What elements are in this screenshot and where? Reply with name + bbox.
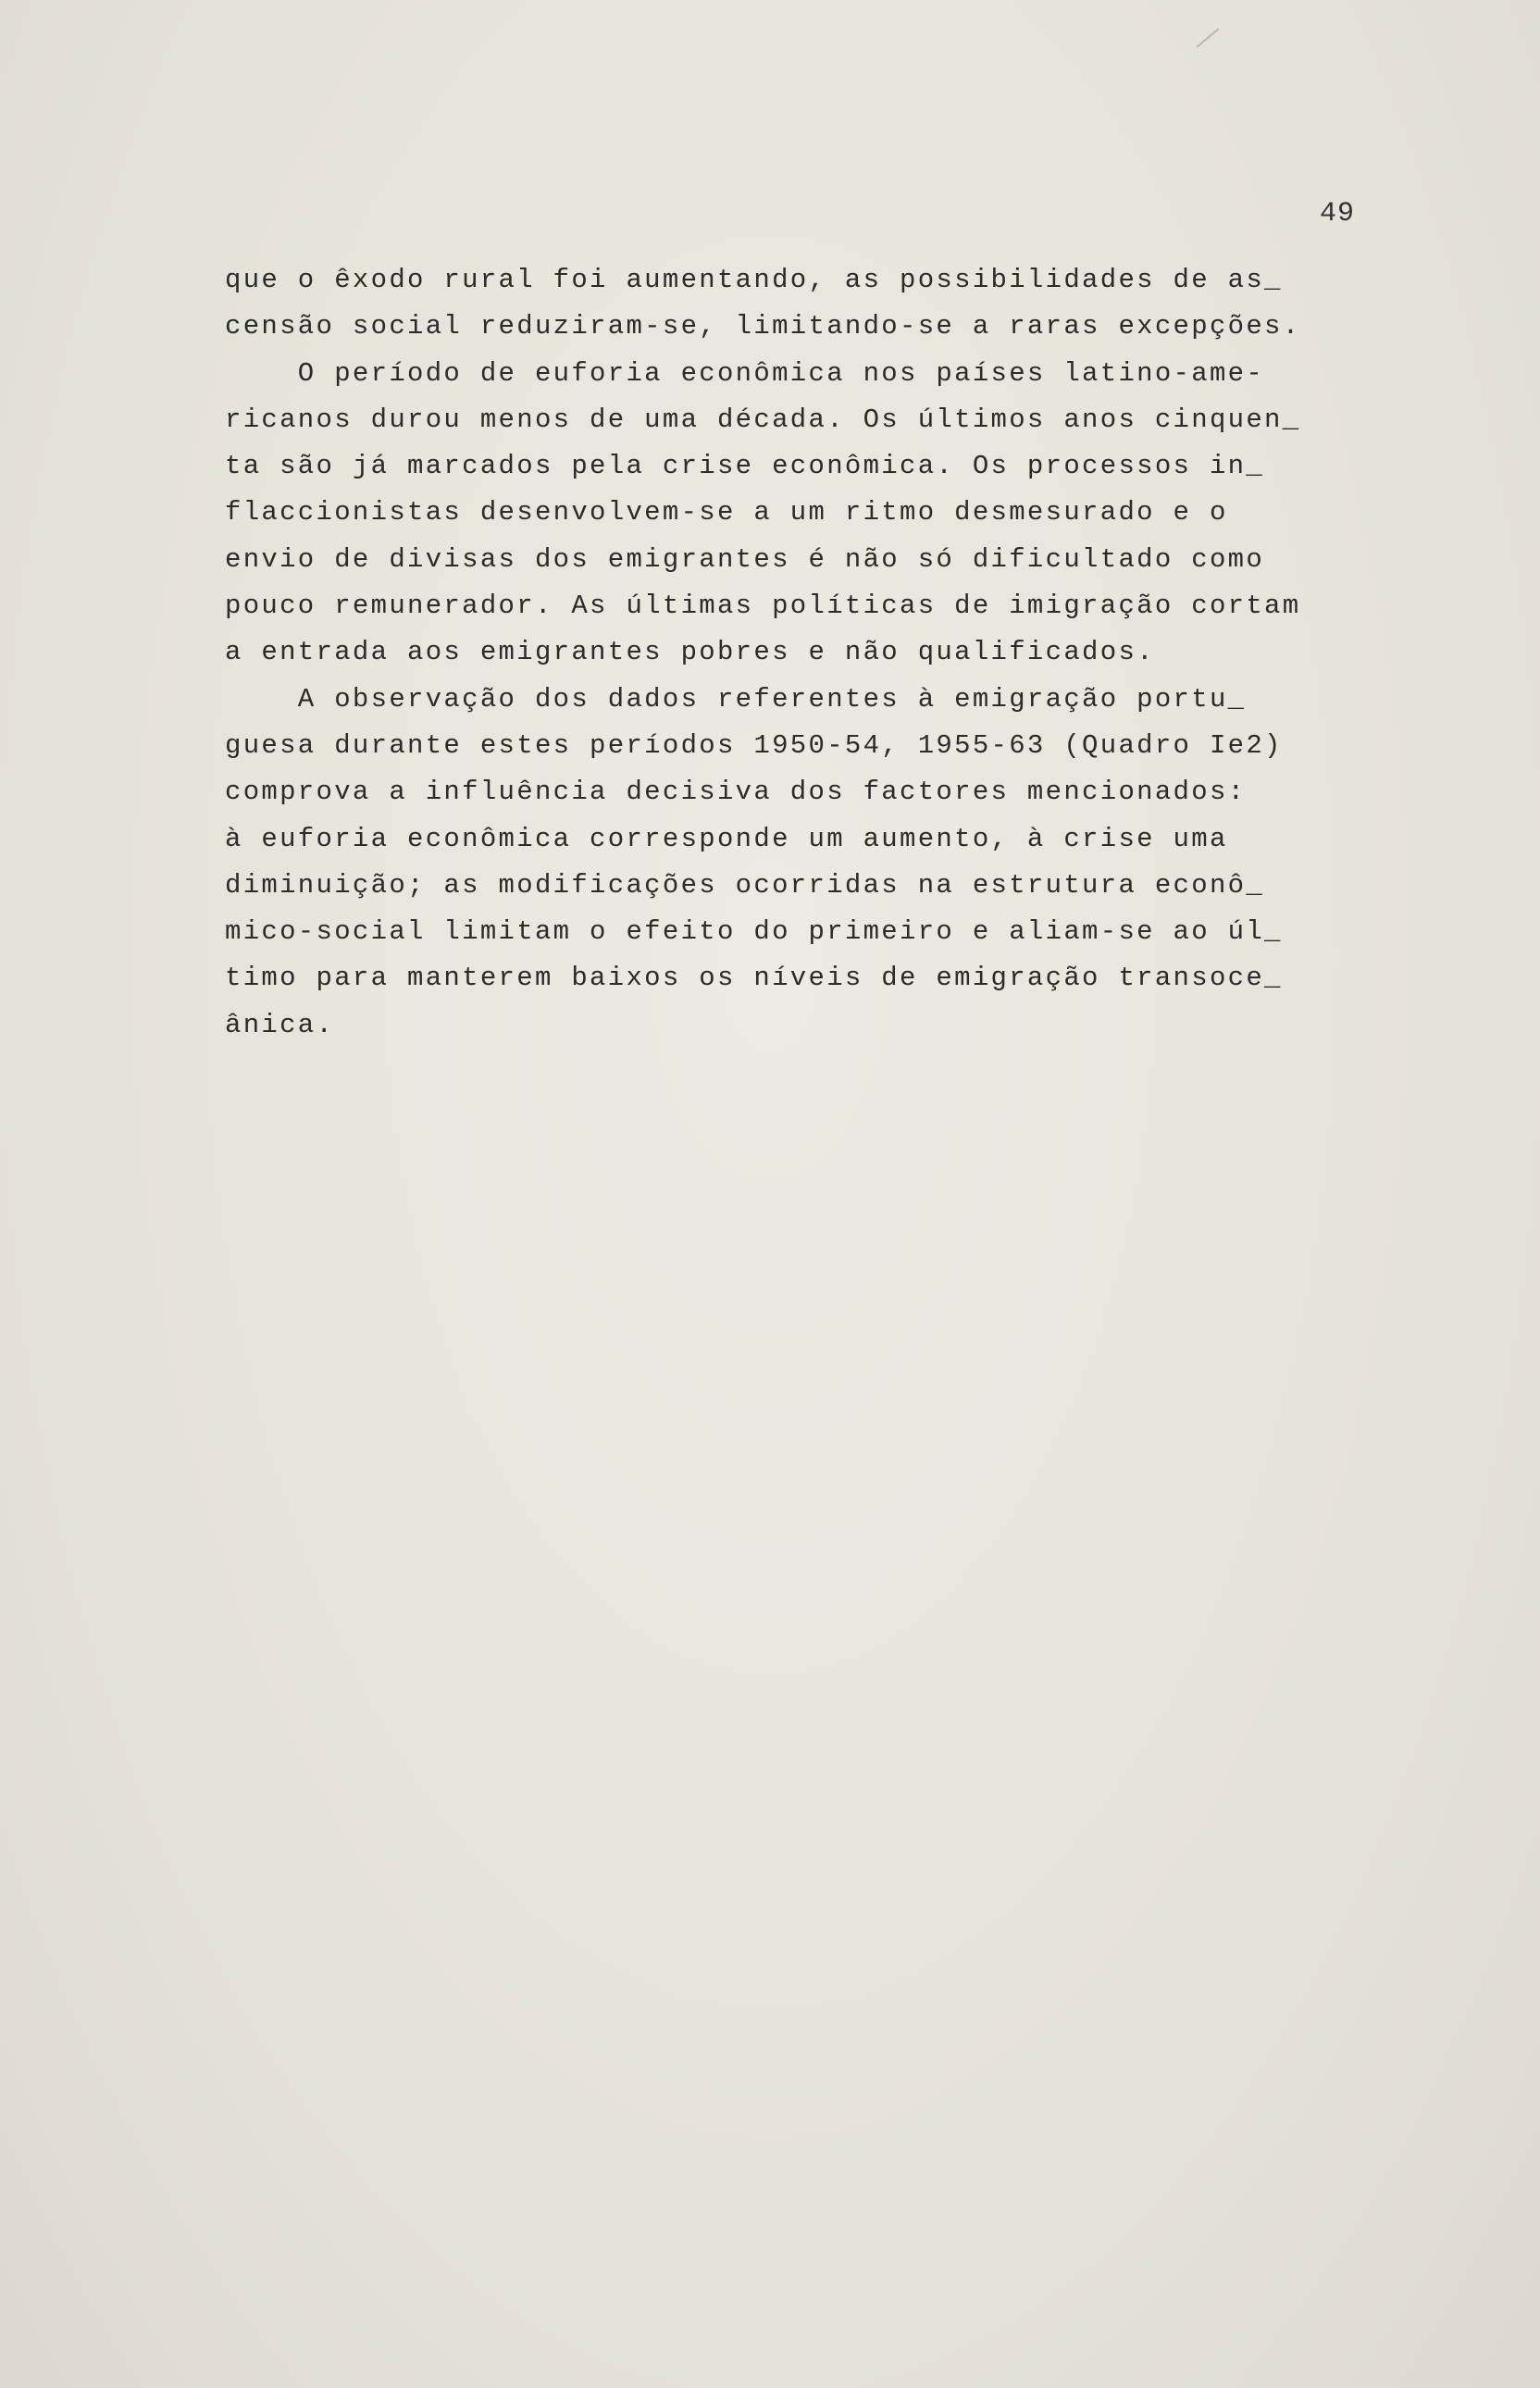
text-line: à euforia econômica corresponde um aumento, à crise uma (225, 823, 1228, 854)
text-line: A observação dos dados referentes à emigração portu_ (225, 683, 1247, 715)
text-line: censão social reduziram-se, limitando-se a raras excepções. (225, 311, 1301, 342)
text-line: timo para manterem baixos os níveis de emigração transoce_ (225, 963, 1283, 994)
text-line: a entrada aos emigrantes pobres e não qualificados. (225, 637, 1155, 668)
text-line: guesa durante estes períodos 1950-54, 1955-63 (Quadro Ie2) (225, 729, 1283, 761)
text-line: pouco remunerador. As últimas políticas de imigração cortam (225, 591, 1301, 622)
text-line: envio de divisas dos emigrantes é não só dificultado como (225, 543, 1265, 575)
text-line: ta são já marcados pela crise econômica. Os processos in_ (225, 451, 1265, 482)
body-text (225, 257, 1363, 1049)
text-line: O período de euforia econômica nos países latino-ame- (225, 357, 1265, 389)
page-number: 49 (1320, 198, 1356, 230)
text-line: comprova a influência decisiva dos factores mencionados: (225, 777, 1247, 808)
text-line: diminuição; as modificações ocorridas na estrutura econô_ (225, 869, 1265, 901)
text-line: que o êxodo rural foi aumentando, as possibilidades de as_ (225, 265, 1283, 295)
corner-mark (1197, 29, 1219, 48)
text-line: ricanos durou menos de uma década. Os últimos anos cinquen_ (225, 404, 1301, 435)
text-line: mico-social limitam o efeito do primeiro e aliam-se ao úl_ (225, 916, 1283, 948)
text-line: flaccionistas desenvolvem-se a um ritmo desmesurado e o (225, 497, 1228, 529)
text-line: ânica. (225, 1009, 335, 1040)
